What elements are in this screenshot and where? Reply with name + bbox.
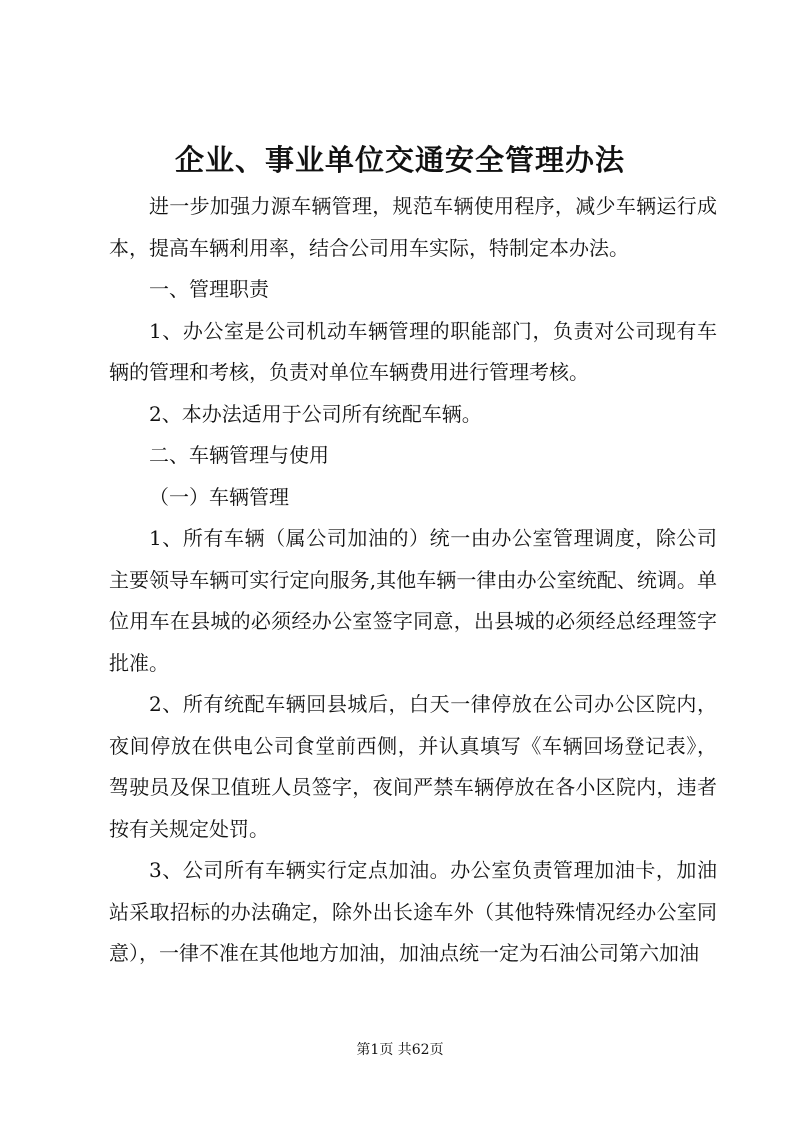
paragraph-intro: 进一步加强力源车辆管理，规范车辆使用程序，减少车辆运行成本，提高车辆利用率，结合公司用车实际，特制定本办法。	[109, 194, 717, 260]
section-heading-responsibilities: 一、管理职责	[149, 277, 269, 301]
page-footer: 第1页 共62页	[356, 1042, 444, 1058]
paragraph-vehicle-item-2: 2、所有统配车辆回县城后，白天一律停放在公司办公区院内，夜间停放在供电公司食堂前西侧，并认真填写《车辆回场登记表》，驾驶员及保卫值班人员签字，夜间严禁车辆停放在各小区院内，违者按有关规定处罚。	[109, 692, 717, 841]
document-title: 企业、事业单位交通安全管理办法	[174, 143, 625, 177]
paragraph-vehicle-item-3: 3、公司所有车辆实行定点加油。办公室负责管理加油卡，加油站采取招标的办法确定，除外出长途车外（其他特殊情况经办公室同意），一律不准在其他地方加油，加油点统一定为石油公司第六加油	[109, 858, 717, 965]
subsection-heading-vehicle-management: （一）车辆管理	[149, 484, 289, 509]
paragraph-vehicle-item-1: 1、所有车辆（属公司加油的）统一由办公室管理调度，除公司主要领导车辆可实行定向服务,其他车辆一律由办公室统配、统调。单位用车在县城的必须经办公室签字同意，出县城的必须经总经理签字批准。	[109, 526, 717, 675]
document-body	[109, 186, 717, 975]
paragraph-item-2: 2、本办法适用于公司所有统配车辆。	[149, 401, 482, 426]
paragraph-item-1: 1、办公室是公司机动车辆管理的职能部门，负责对公司现有车辆的管理和考核，负责对单位车辆费用进行管理考核。	[109, 318, 717, 384]
section-heading-vehicle-use: 二、车辆管理与使用	[149, 443, 329, 467]
